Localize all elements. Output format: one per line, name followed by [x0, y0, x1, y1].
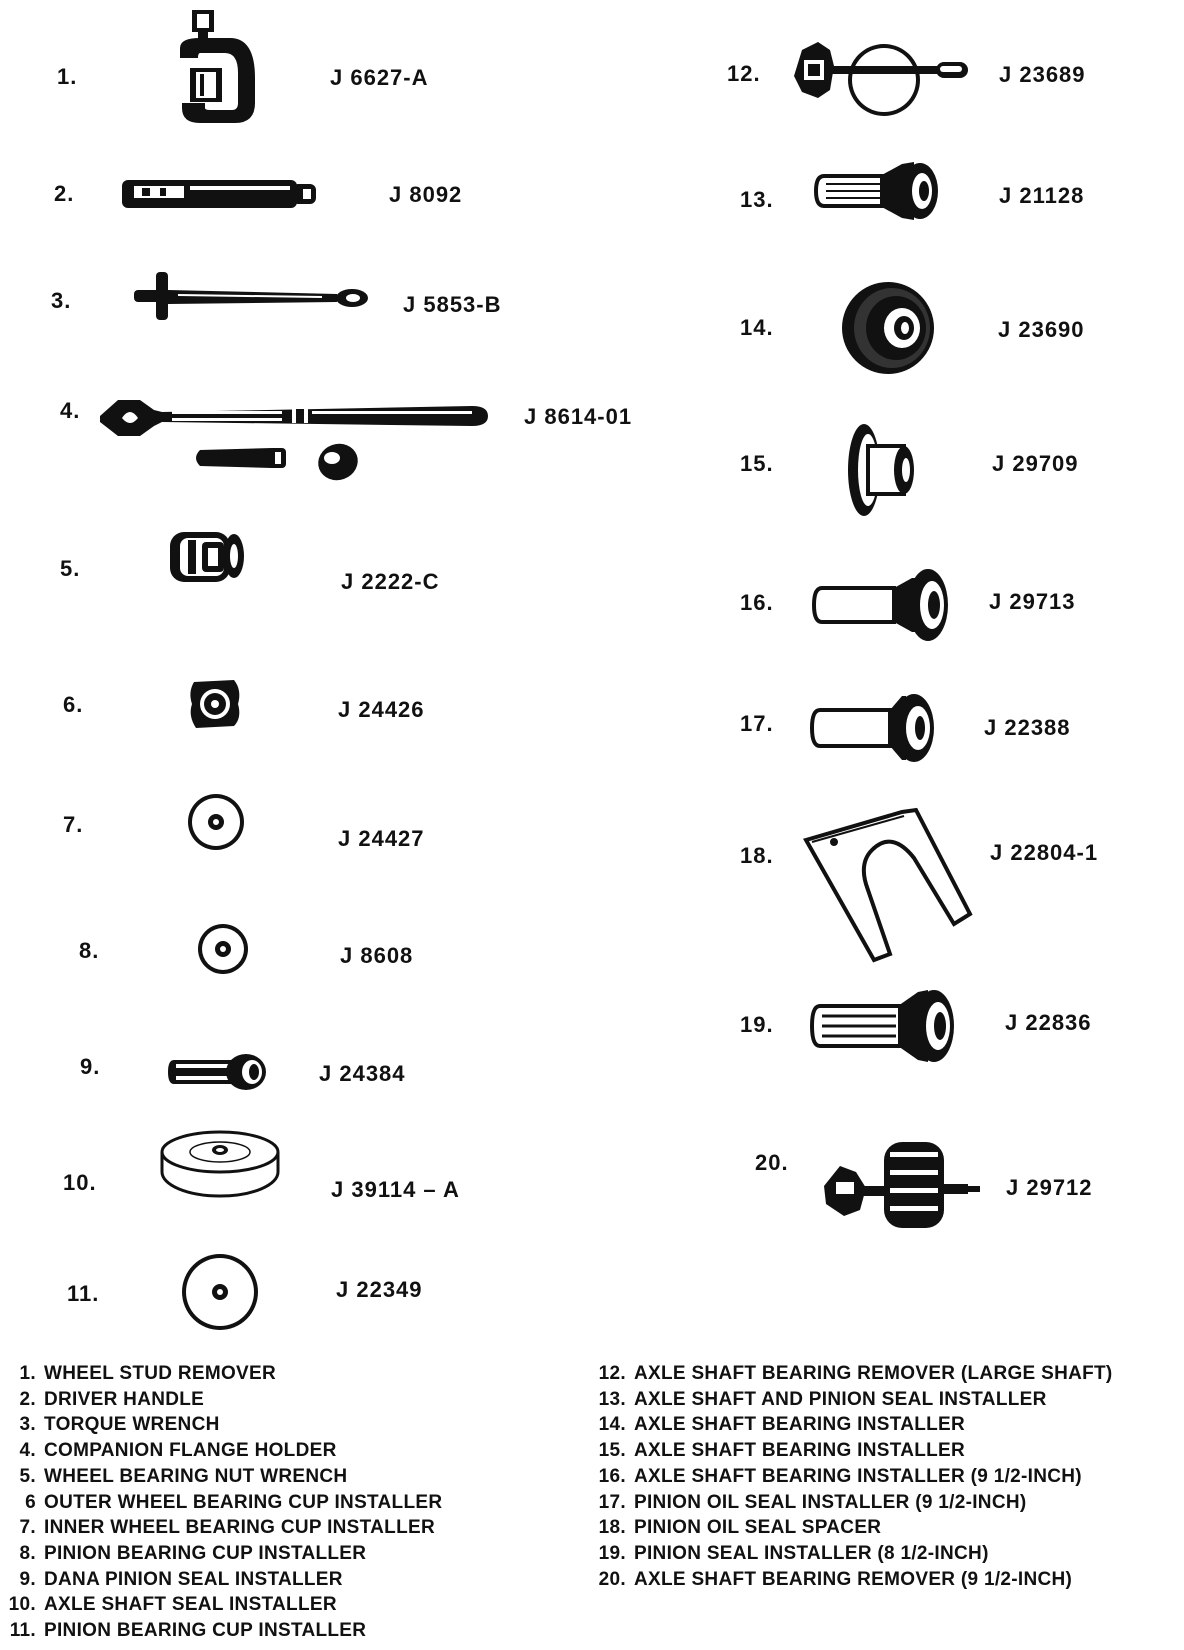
tool-number-4: 4.	[60, 398, 81, 423]
flat-disc-installer-icon	[158, 1130, 283, 1200]
c-clamp-stud-remover-icon	[170, 8, 270, 133]
tool-code-14: J 23690	[998, 317, 1085, 342]
bearing-remover-icon	[790, 36, 980, 126]
legend-item: 7. INNER WHEEL BEARING CUP INSTALLER	[19, 1517, 435, 1539]
tool-code-3: J 5853-B	[403, 292, 502, 317]
legend-item: 14. AXLE SHAFT BEARING INSTALLER	[598, 1414, 966, 1436]
legend-item: 19. PINION SEAL INSTALLER (8 1/2-INCH)	[598, 1542, 989, 1564]
tool-code-15: J 29709	[992, 451, 1079, 476]
legend-right	[590, 1361, 1113, 1592]
seal-installer-icon	[166, 1052, 276, 1092]
legend-left	[0, 1361, 442, 1644]
tool-code-8: J 8608	[340, 943, 414, 968]
tool-code-4: J 8614-01	[524, 404, 633, 429]
legend-item: 6 OUTER WHEEL BEARING CUP INSTALLER	[25, 1491, 443, 1513]
tool-code-2: J 8092	[389, 182, 463, 207]
tool-number-13: 13.	[740, 187, 774, 212]
legend-item: 20. AXLE SHAFT BEARING REMOVER (9 1/2-INCH)	[598, 1568, 1073, 1590]
round-disc-installer-icon	[180, 1252, 260, 1332]
tool-code-11: J 22349	[336, 1277, 423, 1302]
tool-code-12: J 23689	[999, 62, 1086, 87]
disc-installer-icon	[186, 792, 248, 852]
tool-code-5: J 2222-C	[341, 569, 440, 594]
tool-number-15: 15.	[740, 451, 774, 476]
tool-code-6: J 24426	[338, 697, 425, 722]
bearing-installer-cup-icon	[842, 420, 922, 520]
legend-item: 8. PINION BEARING CUP INSTALLER	[19, 1542, 367, 1564]
legend-item: 11. PINION BEARING CUP INSTALLER	[9, 1620, 367, 1642]
legend-item: 5. WHEEL BEARING NUT WRENCH	[19, 1465, 348, 1487]
tool-number-2: 2.	[54, 181, 75, 206]
tool-number-11: 11.	[67, 1281, 100, 1306]
flange-holder-icon	[92, 392, 492, 492]
tool-code-20: J 29712	[1006, 1175, 1093, 1200]
tool-number-19: 19.	[740, 1012, 774, 1037]
tool-code-19: J 22836	[1005, 1010, 1092, 1035]
legend-item: 18. PINION OIL SEAL SPACER	[598, 1517, 882, 1539]
bearing-installer-long-icon	[812, 566, 962, 644]
tool-number-3: 3.	[51, 288, 72, 313]
tool-code-10: J 39114 – A	[331, 1177, 460, 1202]
tool-code-13: J 21128	[999, 183, 1085, 208]
legend-item: 17. PINION OIL SEAL INSTALLER (9 1/2-INCH)	[598, 1491, 1027, 1513]
tool-code-7: J 24427	[338, 826, 425, 851]
small-disc-installer-icon	[196, 922, 252, 976]
tool-number-7: 7.	[63, 812, 84, 837]
tool-number-16: 16.	[740, 590, 774, 615]
tool-number-17: 17.	[740, 711, 774, 736]
tool-number-20: 20.	[755, 1150, 789, 1175]
legend-item: 15. AXLE SHAFT BEARING INSTALLER	[598, 1440, 966, 1462]
tool-code-1: J 6627-A	[330, 65, 429, 90]
legend-item: 16. AXLE SHAFT BEARING INSTALLER (9 1/2-INCH)	[598, 1465, 1082, 1487]
legend-item: 12. AXLE SHAFT BEARING REMOVER (LARGE SHAFT)	[598, 1363, 1113, 1384]
tool-number-8: 8.	[79, 938, 100, 963]
knurled-bearing-remover-icon	[816, 1126, 986, 1236]
splined-installer-icon	[814, 158, 944, 224]
tool-code-17: J 22388	[984, 715, 1071, 740]
legend-item: 2. DRIVER HANDLE	[19, 1388, 205, 1410]
legend-item: 13. AXLE SHAFT AND PINION SEAL INSTALLER	[598, 1388, 1047, 1410]
legend-item: 10. AXLE SHAFT SEAL INSTALLER	[8, 1594, 337, 1616]
tool-number-6: 6.	[63, 692, 84, 717]
tool-number-14: 14.	[740, 315, 774, 340]
bearing-installer-icon	[838, 278, 938, 378]
pinion-seal-installer-icon	[810, 986, 960, 1066]
tool-number-9: 9.	[80, 1054, 101, 1079]
cup-installer-icon	[186, 676, 246, 732]
oil-seal-installer-icon	[810, 690, 940, 766]
tool-number-10: 10.	[63, 1170, 97, 1195]
seal-spacer-fork-icon	[802, 806, 972, 966]
tool-number-1: 1.	[57, 64, 78, 89]
tool-code-9: J 24384	[319, 1061, 406, 1086]
nut-wrench-icon	[168, 526, 248, 588]
legend-item: 9. DANA PINION SEAL INSTALLER	[19, 1568, 343, 1590]
torque-wrench-icon	[132, 268, 377, 328]
tool-code-16: J 29713	[989, 589, 1076, 614]
driver-handle-icon	[120, 176, 325, 212]
legend-item: 3. TORQUE WRENCH	[19, 1414, 220, 1436]
legend-item: 1. WHEEL STUD REMOVER	[19, 1363, 277, 1384]
tool-number-5: 5.	[60, 556, 81, 581]
tool-code-18: J 22804-1	[990, 840, 1099, 865]
tool-number-18: 18.	[740, 843, 774, 868]
tool-number-12: 12.	[727, 61, 761, 86]
legend-item: 4. COMPANION FLANGE HOLDER	[19, 1440, 337, 1462]
